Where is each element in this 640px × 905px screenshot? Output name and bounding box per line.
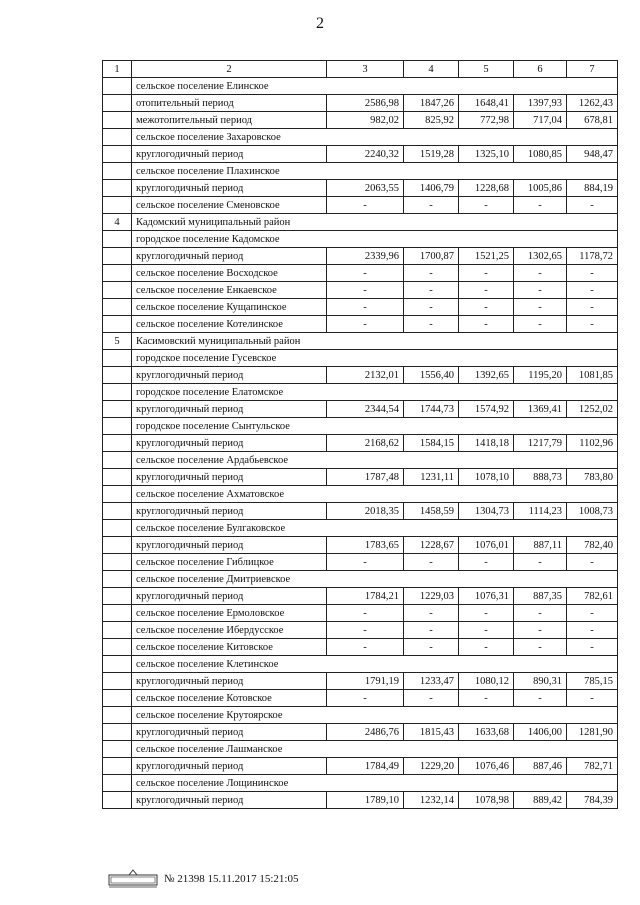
row-number	[103, 197, 132, 214]
value-cell: 1418,18	[459, 435, 514, 452]
table-row	[103, 197, 618, 214]
value-cell: 1005,86	[514, 180, 567, 197]
value-cell: 884,19	[567, 180, 618, 197]
row-number	[103, 265, 132, 282]
value-cell: 2339,96	[327, 248, 404, 265]
value-cell: 784,39	[567, 792, 618, 809]
value-cell: -	[459, 554, 514, 571]
row-number	[103, 622, 132, 639]
value-cell: -	[327, 299, 404, 316]
row-number	[103, 792, 132, 809]
row-label: сельское поселение Восходское	[132, 265, 327, 282]
row-label: круглогодичный период	[132, 180, 327, 197]
table-row	[103, 78, 618, 95]
row-label: круглогодичный период	[132, 503, 327, 520]
row-number	[103, 452, 132, 469]
value-cell: 1080,85	[514, 146, 567, 163]
value-cell: 1783,65	[327, 537, 404, 554]
table-row	[103, 350, 618, 367]
value-cell: -	[567, 554, 618, 571]
value-cell: 1232,14	[404, 792, 459, 809]
table-row	[103, 367, 618, 384]
value-cell: -	[327, 622, 404, 639]
row-label: круглогодичный период	[132, 401, 327, 418]
row-number	[103, 401, 132, 418]
table-row	[103, 486, 618, 503]
value-cell: -	[514, 554, 567, 571]
table-body	[103, 78, 618, 809]
row-number	[103, 231, 132, 248]
row-label: сельское поселение Дмитриевское	[132, 571, 618, 588]
value-cell: -	[327, 197, 404, 214]
page-number: 2	[316, 15, 324, 32]
table-row	[103, 673, 618, 690]
table-row	[103, 401, 618, 418]
value-cell: -	[459, 690, 514, 707]
value-cell: 1519,28	[404, 146, 459, 163]
value-cell: 1815,43	[404, 724, 459, 741]
row-number	[103, 571, 132, 588]
value-cell: 1302,65	[514, 248, 567, 265]
row-number	[103, 350, 132, 367]
row-number	[103, 588, 132, 605]
value-cell: 785,15	[567, 673, 618, 690]
value-cell: 1633,68	[459, 724, 514, 741]
value-cell: -	[567, 265, 618, 282]
row-number	[103, 758, 132, 775]
value-cell: 1789,10	[327, 792, 404, 809]
table-row	[103, 180, 618, 197]
value-cell: -	[327, 605, 404, 622]
row-label: круглогодичный период	[132, 724, 327, 741]
table-header-row	[103, 61, 618, 78]
value-cell: -	[459, 282, 514, 299]
row-label: сельское поселение Лашманское	[132, 741, 618, 758]
row-number	[103, 418, 132, 435]
value-cell: 2586,98	[327, 95, 404, 112]
row-number	[103, 503, 132, 520]
value-cell: 1252,02	[567, 401, 618, 418]
value-cell: 1178,72	[567, 248, 618, 265]
value-cell: -	[514, 316, 567, 333]
header-cell: 7	[567, 61, 618, 78]
row-label: круглогодичный период	[132, 435, 327, 452]
value-cell: -	[327, 316, 404, 333]
value-cell: 782,71	[567, 758, 618, 775]
row-label: круглогодичный период	[132, 673, 327, 690]
header-cell: 1	[103, 61, 132, 78]
row-number	[103, 656, 132, 673]
header-cell: 6	[514, 61, 567, 78]
value-cell: 1008,73	[567, 503, 618, 520]
table-row	[103, 707, 618, 724]
value-cell: -	[459, 299, 514, 316]
value-cell: 1195,20	[514, 367, 567, 384]
table-row	[103, 316, 618, 333]
row-number	[103, 95, 132, 112]
value-cell: 2063,55	[327, 180, 404, 197]
value-cell: 1397,93	[514, 95, 567, 112]
value-cell: 887,35	[514, 588, 567, 605]
row-label: городское поселение Кадомское	[132, 231, 618, 248]
value-cell: 1744,73	[404, 401, 459, 418]
value-cell: -	[327, 282, 404, 299]
row-number	[103, 673, 132, 690]
row-number	[103, 537, 132, 554]
row-label: сельское поселение Крутоярское	[132, 707, 618, 724]
value-cell: -	[404, 316, 459, 333]
row-label: сельское поселение Котелинское	[132, 316, 327, 333]
value-cell: -	[567, 316, 618, 333]
table-row	[103, 656, 618, 673]
row-number	[103, 707, 132, 724]
value-cell: -	[404, 299, 459, 316]
table-row	[103, 520, 618, 537]
row-number	[103, 78, 132, 95]
row-number	[103, 486, 132, 503]
row-label: сельское поселение Котовское	[132, 690, 327, 707]
value-cell: -	[567, 282, 618, 299]
value-cell: 1076,46	[459, 758, 514, 775]
table-row	[103, 418, 618, 435]
value-cell: 1076,01	[459, 537, 514, 554]
table-row	[103, 741, 618, 758]
table-row	[103, 265, 618, 282]
value-cell: 2168,62	[327, 435, 404, 452]
value-cell: -	[567, 197, 618, 214]
value-cell: -	[404, 554, 459, 571]
value-cell: 2486,76	[327, 724, 404, 741]
value-cell: 1521,25	[459, 248, 514, 265]
table-row	[103, 112, 618, 129]
table-row	[103, 537, 618, 554]
table-row	[103, 724, 618, 741]
value-cell: 1369,41	[514, 401, 567, 418]
value-cell: -	[514, 197, 567, 214]
value-cell: 1229,20	[404, 758, 459, 775]
value-cell: 1304,73	[459, 503, 514, 520]
table-row	[103, 129, 618, 146]
row-label: круглогодичный период	[132, 146, 327, 163]
table-row	[103, 554, 618, 571]
value-cell: 1584,15	[404, 435, 459, 452]
value-cell: 1458,59	[404, 503, 459, 520]
header-cell: 4	[404, 61, 459, 78]
value-cell: 1229,03	[404, 588, 459, 605]
value-cell: 889,42	[514, 792, 567, 809]
table-row	[103, 214, 618, 231]
value-cell: 888,73	[514, 469, 567, 486]
value-cell: -	[404, 639, 459, 656]
value-cell: 1784,49	[327, 758, 404, 775]
row-label: городское поселение Сынтульское	[132, 418, 618, 435]
row-number	[103, 724, 132, 741]
value-cell: 982,02	[327, 112, 404, 129]
row-label: круглогодичный период	[132, 469, 327, 486]
table-row	[103, 333, 618, 350]
value-cell: 1406,79	[404, 180, 459, 197]
value-cell: -	[459, 639, 514, 656]
value-cell: 1791,19	[327, 673, 404, 690]
value-cell: 1228,67	[404, 537, 459, 554]
table-row	[103, 775, 618, 792]
value-cell: 782,61	[567, 588, 618, 605]
value-cell: 1076,31	[459, 588, 514, 605]
document-footer	[108, 868, 298, 890]
value-cell: -	[404, 197, 459, 214]
row-number	[103, 367, 132, 384]
row-label: сельское поселение Лощининское	[132, 775, 618, 792]
value-cell: 1787,48	[327, 469, 404, 486]
row-number	[103, 605, 132, 622]
table-row	[103, 248, 618, 265]
value-cell: 1325,10	[459, 146, 514, 163]
header-cell: 3	[327, 61, 404, 78]
row-label: круглогодичный период	[132, 537, 327, 554]
value-cell: 2132,01	[327, 367, 404, 384]
value-cell: -	[404, 690, 459, 707]
row-number	[103, 163, 132, 180]
value-cell: 2018,35	[327, 503, 404, 520]
row-number	[103, 248, 132, 265]
header-cell: 5	[459, 61, 514, 78]
value-cell: 1847,26	[404, 95, 459, 112]
value-cell: -	[514, 690, 567, 707]
row-label: сельское поселение Плахинское	[132, 163, 618, 180]
row-label: сельское поселение Гиблицкое	[132, 554, 327, 571]
value-cell: 1233,47	[404, 673, 459, 690]
value-cell: 948,47	[567, 146, 618, 163]
row-number	[103, 112, 132, 129]
value-cell: 1231,11	[404, 469, 459, 486]
value-cell: -	[567, 605, 618, 622]
value-cell: -	[404, 282, 459, 299]
table-row	[103, 299, 618, 316]
row-label: сельское поселение Кущапинское	[132, 299, 327, 316]
row-number	[103, 316, 132, 333]
value-cell: -	[514, 299, 567, 316]
value-cell: -	[327, 265, 404, 282]
value-cell: 1078,10	[459, 469, 514, 486]
value-cell: -	[459, 265, 514, 282]
table-row	[103, 163, 618, 180]
row-label: круглогодичный период	[132, 367, 327, 384]
value-cell: 2344,54	[327, 401, 404, 418]
value-cell: -	[514, 639, 567, 656]
value-cell: 1228,68	[459, 180, 514, 197]
value-cell: 717,04	[514, 112, 567, 129]
table-row	[103, 639, 618, 656]
row-number	[103, 469, 132, 486]
value-cell: 887,46	[514, 758, 567, 775]
value-cell: -	[514, 282, 567, 299]
value-cell: -	[514, 605, 567, 622]
row-label: круглогодичный период	[132, 758, 327, 775]
value-cell: 825,92	[404, 112, 459, 129]
row-label: сельское поселение Елинское	[132, 78, 618, 95]
table-row	[103, 231, 618, 248]
table-row	[103, 435, 618, 452]
table-row	[103, 571, 618, 588]
value-cell: -	[404, 265, 459, 282]
row-number	[103, 129, 132, 146]
value-cell: 1080,12	[459, 673, 514, 690]
row-label: сельское поселение Енкаевское	[132, 282, 327, 299]
table-row	[103, 690, 618, 707]
value-cell: 1574,92	[459, 401, 514, 418]
value-cell: -	[514, 265, 567, 282]
row-number	[103, 282, 132, 299]
value-cell: 783,80	[567, 469, 618, 486]
value-cell: 1784,21	[327, 588, 404, 605]
value-cell: 1262,43	[567, 95, 618, 112]
value-cell: -	[514, 622, 567, 639]
value-cell: 1102,96	[567, 435, 618, 452]
value-cell: -	[567, 299, 618, 316]
row-label: отопительный период	[132, 95, 327, 112]
registration-number: № 21398 15.11.2017 15:21:05	[164, 873, 299, 885]
row-label: межотопительный период	[132, 112, 327, 129]
table-row	[103, 605, 618, 622]
row-number	[103, 180, 132, 197]
row-number	[103, 690, 132, 707]
value-cell: 1648,41	[459, 95, 514, 112]
value-cell: 1078,98	[459, 792, 514, 809]
table-row	[103, 792, 618, 809]
value-cell: 2240,32	[327, 146, 404, 163]
value-cell: -	[459, 197, 514, 214]
value-cell: 1081,85	[567, 367, 618, 384]
row-number	[103, 639, 132, 656]
value-cell: 1217,79	[514, 435, 567, 452]
value-cell: 1281,90	[567, 724, 618, 741]
value-cell: -	[459, 605, 514, 622]
value-cell: 1114,23	[514, 503, 567, 520]
value-cell: 1556,40	[404, 367, 459, 384]
table-row	[103, 95, 618, 112]
value-cell: 1406,00	[514, 724, 567, 741]
table-row	[103, 503, 618, 520]
row-label: сельское поселение Ардабьевское	[132, 452, 618, 469]
value-cell: -	[327, 554, 404, 571]
row-number	[103, 554, 132, 571]
value-cell: -	[404, 605, 459, 622]
value-cell: -	[567, 690, 618, 707]
row-label: городское поселение Гусевское	[132, 350, 618, 367]
row-label: сельское поселение Ахматовское	[132, 486, 618, 503]
value-cell: -	[459, 622, 514, 639]
value-cell: 887,11	[514, 537, 567, 554]
row-label: городское поселение Елатомское	[132, 384, 618, 401]
row-label: сельское поселение Захаровское	[132, 129, 618, 146]
value-cell: 890,31	[514, 673, 567, 690]
value-cell: 782,40	[567, 537, 618, 554]
value-cell: -	[567, 639, 618, 656]
row-label: круглогодичный период	[132, 792, 327, 809]
row-label: сельское поселение Китовское	[132, 639, 327, 656]
row-label: сельское поселение Ермоловское	[132, 605, 327, 622]
value-cell: -	[459, 316, 514, 333]
value-cell: -	[327, 690, 404, 707]
row-number	[103, 146, 132, 163]
value-cell: 678,81	[567, 112, 618, 129]
header-cell: 2	[132, 61, 327, 78]
table-row	[103, 282, 618, 299]
row-label: Касимовский муниципальный район	[132, 333, 618, 350]
table-row	[103, 758, 618, 775]
row-number	[103, 435, 132, 452]
value-cell: 1700,87	[404, 248, 459, 265]
row-number	[103, 775, 132, 792]
row-label: сельское поселение Сменовское	[132, 197, 327, 214]
table-row	[103, 384, 618, 401]
row-number	[103, 741, 132, 758]
registry-stamp-icon	[108, 869, 158, 889]
table-row	[103, 588, 618, 605]
table-row	[103, 146, 618, 163]
row-label: круглогодичный период	[132, 248, 327, 265]
row-number	[103, 384, 132, 401]
table-row	[103, 469, 618, 486]
tariff-table	[102, 60, 618, 809]
row-number: 4	[103, 214, 132, 231]
row-number: 5	[103, 333, 132, 350]
value-cell: -	[327, 639, 404, 656]
row-label: сельское поселение Ибердусское	[132, 622, 327, 639]
row-label: сельское поселение Клетинское	[132, 656, 618, 673]
table-row	[103, 452, 618, 469]
row-label: круглогодичный период	[132, 588, 327, 605]
row-label: Кадомский муниципальный район	[132, 214, 618, 231]
value-cell: 772,98	[459, 112, 514, 129]
value-cell: 1392,65	[459, 367, 514, 384]
row-number	[103, 520, 132, 537]
table-row	[103, 622, 618, 639]
value-cell: -	[404, 622, 459, 639]
value-cell: -	[567, 622, 618, 639]
row-number	[103, 299, 132, 316]
row-label: сельское поселение Булгаковское	[132, 520, 618, 537]
